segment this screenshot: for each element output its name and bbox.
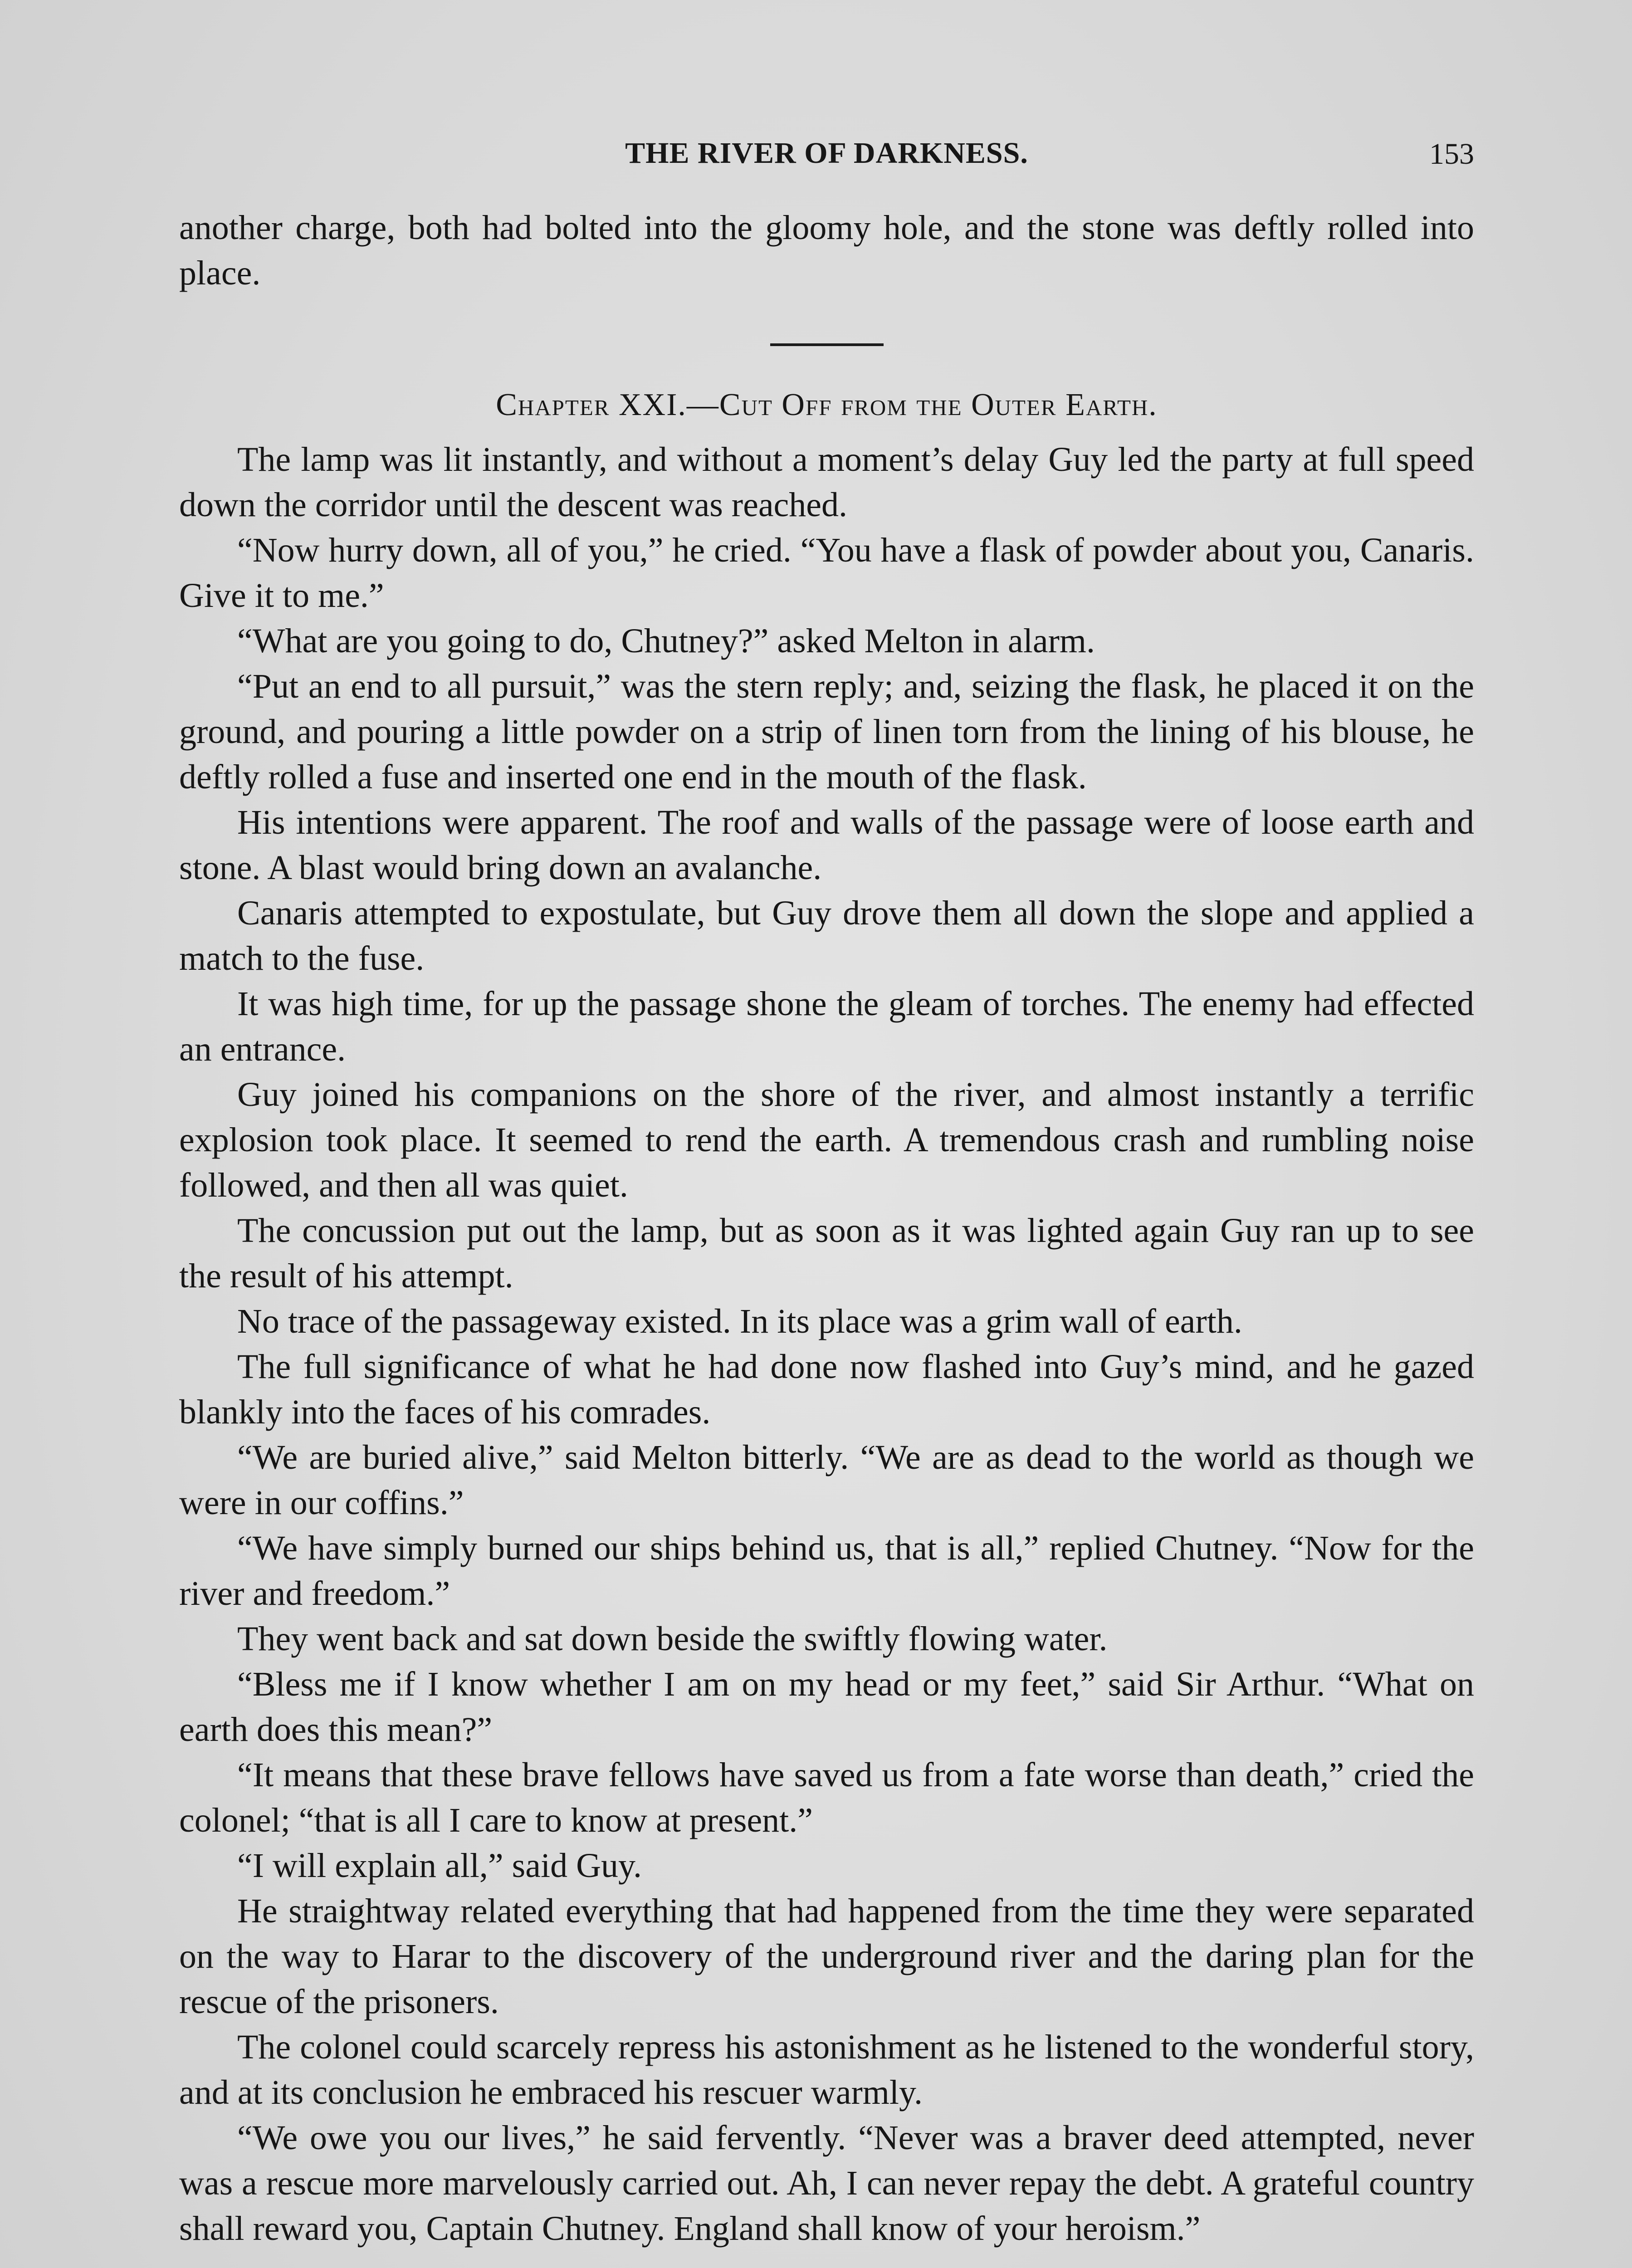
paragraph: Canaris attempted to expostulate, but Guy drove them all down the slope and applied a match to the fuse. — [179, 894, 1474, 978]
chapter-heading: Chapter XXI.—Cut Off from the Outer Earth. — [496, 387, 1158, 422]
section-divider-rule — [770, 343, 884, 346]
paragraph: No trace of the passageway existed. In its place was a grim wall of earth. — [237, 1302, 1242, 1340]
paragraph-continuation: another charge, both had bolted into the gloomy hole, and the stone was deftly rolled into place. — [179, 209, 1474, 292]
paragraph: The full significance of what he had done now flashed into Guy’s mind, and he gazed blankly into the faces of his comrades. — [179, 1348, 1474, 1431]
paragraph: “What are you going to do, Chutney?” asked Melton in alarm. — [237, 622, 1095, 660]
paragraph: “Now hurry down, all of you,” he cried. “You have a flask of powder about you, Canaris. Give it to me.” — [179, 531, 1474, 615]
paragraph: The lamp was lit instantly, and without a moment’s delay Guy led the party at full speed down the corridor until the descent was reached. — [179, 440, 1474, 524]
running-title: THE RIVER OF DARKNESS. — [625, 137, 1028, 170]
paragraph: His intentions were apparent. The roof and walls of the passage were of loose earth and stone. A blast would bring down an avalanche. — [179, 803, 1474, 887]
page-number: 153 — [1429, 137, 1474, 171]
paragraph: He straightway related everything that had happened from the time they were separated on the way to Harar to the discovery of the underground river and the daring plan for the rescue of the prisoners. — [179, 1892, 1474, 2021]
text-block — [179, 205, 1474, 2251]
paragraph: “Bless me if I know whether I am on my head or my feet,” said Sir Arthur. “What on earth does this mean?” — [179, 1665, 1474, 1749]
paragraph: “We owe you our lives,” he said fervently. “Never was a braver deed attempted, never was a rescue more marvelously carried out. Ah, I can never repay the debt. A grateful country shall reward you, Captain Chutney. England shall know of your heroism.” — [179, 2119, 1474, 2248]
paragraph: Guy joined his companions on the shore of the river, and almost instantly a terrific explosion took place. It seemed to rend the earth. A tremendous crash and rumbling noise followed, and then all was quiet. — [179, 1075, 1474, 1204]
paragraph: “We have simply burned our ships behind us, that is all,” replied Chutney. “Now for the river and freedom.” — [179, 1529, 1474, 1613]
paragraph: “I will explain all,” said Guy. — [237, 1847, 642, 1885]
paragraph: “We are buried alive,” said Melton bitterly. “We are as dead to the world as though we were in our coffins.” — [179, 1438, 1474, 1522]
paragraph: “Put an end to all pursuit,” was the stern reply; and, seizing the flask, he placed it on the ground, and pouring a little powder on a strip of linen torn from the lining of his blouse, he deftly rolled a fuse and inserted one end in the mouth of the flask. — [179, 667, 1474, 796]
paragraph: The concussion put out the lamp, but as soon as it was lighted again Guy ran up to see the result of his attempt. — [179, 1212, 1474, 1295]
paragraph: They went back and sat down beside the swiftly flowing water. — [237, 1620, 1108, 1658]
paragraph: The colonel could scarcely repress his astonishment as he listened to the wonderful story, and at its conclusion he embraced his rescuer warmly. — [179, 2028, 1474, 2112]
paragraph: “It means that these brave fellows have saved us from a fate worse than death,” cried the colonel; “that is all I care to know at present.” — [179, 1756, 1474, 1839]
running-head — [179, 136, 1474, 181]
paragraph: It was high time, for up the passage shone the gleam of torches. The enemy had effected an entrance. — [179, 985, 1474, 1068]
